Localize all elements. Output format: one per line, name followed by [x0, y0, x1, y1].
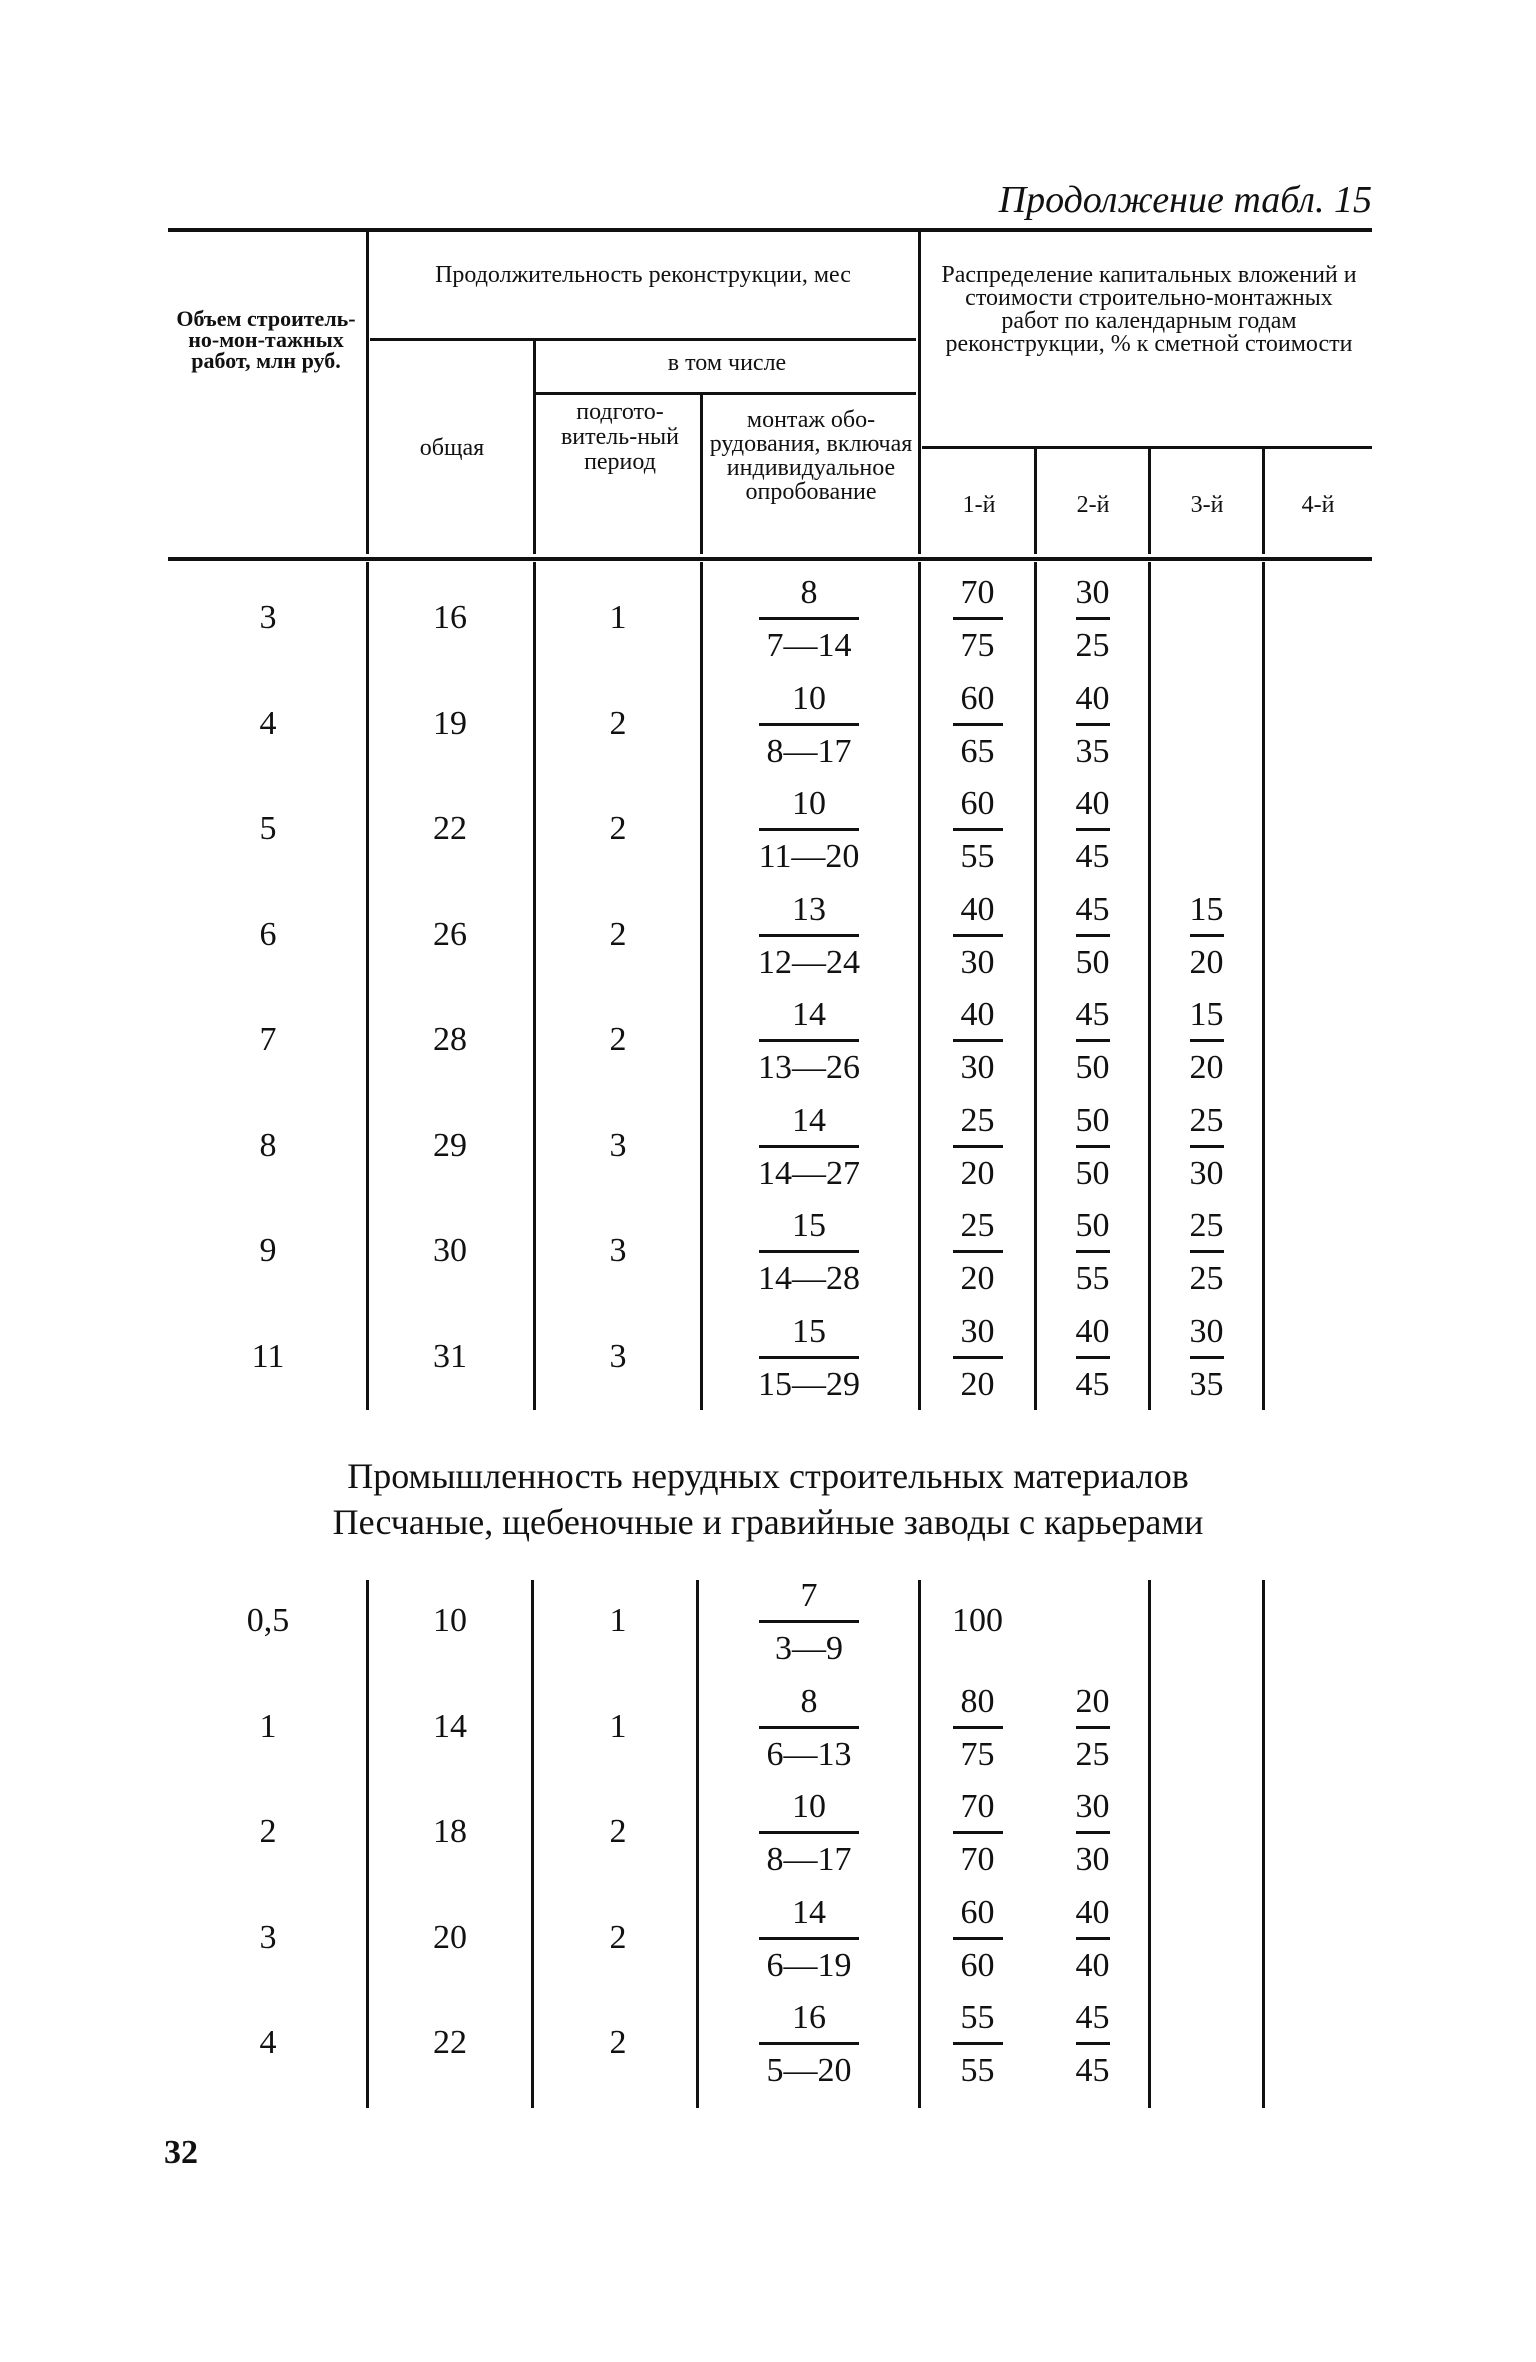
cell-year-1-denominator: 60 — [960, 1946, 995, 1984]
cell-year-1-numerator: 40 — [960, 890, 995, 928]
cell-year-1-numerator: 60 — [960, 1893, 995, 1931]
cell-year-2-bar — [1076, 828, 1110, 831]
cell-year-1-numerator: 40 — [960, 996, 995, 1033]
cell-year-2-numerator: 40 — [1075, 1893, 1110, 1931]
cell-install-numerator: 15 — [792, 1312, 826, 1350]
cell-year-2-bar — [1076, 1039, 1110, 1042]
cell-install-numerator: 13 — [792, 890, 826, 928]
cell-year-1-bar — [953, 2042, 1003, 2045]
cell-year-2-numerator: 50 — [1075, 1101, 1110, 1139]
header-vline — [366, 232, 369, 554]
cell-year-3-denominator: 30 — [1189, 1154, 1224, 1192]
cell-year-3-bar — [1190, 1250, 1224, 1253]
body-vline — [366, 1580, 369, 2108]
cell-year-2 — [1037, 1313, 1148, 1404]
cell-year-1-denominator: 65 — [960, 732, 995, 770]
cell-total: 20 — [433, 1918, 467, 1956]
cell-year-2-numerator: 50 — [1075, 1207, 1110, 1244]
cell-year-1-numerator: 80 — [960, 1682, 995, 1720]
header-year-4: 4-й — [1301, 492, 1335, 518]
cell-year-2-bar — [1076, 723, 1110, 726]
cell-prep: 2 — [609, 2024, 627, 2061]
cell-volume: 3 — [259, 599, 277, 636]
header-prep: подгото-витель-ный период — [560, 399, 680, 475]
cell-year-2-denominator: 45 — [1075, 1365, 1110, 1403]
cell-install — [703, 1894, 915, 1985]
cell-install-numerator: 8 — [800, 574, 818, 611]
cell-install-numerator: 8 — [800, 1682, 818, 1720]
cell-year-3-numerator: 15 — [1189, 996, 1224, 1033]
cell-year-2-numerator: 40 — [1075, 1312, 1110, 1350]
cell-install-bar — [759, 828, 859, 831]
header-vline — [533, 340, 536, 554]
cell-prep: 1 — [609, 1602, 627, 1639]
cell-year-1-numerator: 70 — [960, 574, 995, 611]
cell-year-1-bar — [953, 1039, 1003, 1042]
cell-year-3 — [1151, 1102, 1262, 1193]
cell-volume: 9 — [259, 1232, 277, 1269]
cell-year-3-numerator: 25 — [1189, 1101, 1224, 1139]
cell-year-2 — [1037, 1683, 1148, 1774]
cell-year-1-bar — [953, 1726, 1003, 1729]
cell-year-3-bar — [1190, 1356, 1224, 1359]
cell-year-2-denominator: 50 — [1075, 943, 1110, 981]
cell-install — [703, 1577, 915, 1668]
cell-year-2-bar — [1076, 1145, 1110, 1148]
cell-year-3-bar — [1190, 934, 1224, 937]
cell-year-2-bar — [1076, 934, 1110, 937]
cell-year-3 — [1151, 1313, 1262, 1404]
cell-prep: 3 — [609, 1232, 627, 1269]
cell-install-bar — [759, 1937, 859, 1940]
cell-year-1 — [921, 680, 1034, 771]
cell-year-2-bar — [1076, 1831, 1110, 1834]
cell-year-3-denominator: 20 — [1189, 943, 1224, 981]
section-title-line-1: Промышленность нерудных строительных материалов — [347, 1456, 1189, 1496]
cell-year-3-bar — [1190, 1145, 1224, 1148]
cell-total: 26 — [433, 915, 467, 953]
cell-year-2-denominator: 45 — [1075, 838, 1110, 875]
cell-total: 29 — [433, 1126, 467, 1164]
cell-year-2-bar — [1076, 1356, 1110, 1359]
cell-total: 18 — [433, 1813, 467, 1850]
cell-year-2 — [1037, 1102, 1148, 1193]
header-distribution: Распределение капитальных вложений и стоимости строительно-монтажных работ по календарным годам реконструкции, % к сметной стоимости — [941, 262, 1357, 357]
cell-install-denominator: 14—28 — [758, 1260, 860, 1297]
cell-install — [703, 1788, 915, 1879]
cell-year-1-numerator: 60 — [960, 679, 995, 717]
cell-year-1-bar — [953, 934, 1003, 937]
cell-install-bar — [759, 723, 859, 726]
cell-year-2 — [1037, 1999, 1148, 2090]
header-duration: Продолжительность реконструкции, мес — [435, 262, 851, 288]
cell-year-2 — [1037, 891, 1148, 982]
cell-year-1-numerator: 55 — [960, 1999, 995, 2036]
cell-install — [703, 1207, 915, 1298]
cell-year-1 — [921, 1999, 1034, 2090]
cell-year-2-denominator: 50 — [1075, 1049, 1110, 1086]
cell-install-bar — [759, 1250, 859, 1253]
cell-year-1 — [921, 1894, 1034, 1985]
cell-year-1-numerator: 60 — [960, 785, 995, 822]
page-number: 32 — [164, 2134, 198, 2171]
cell-year-2-bar — [1076, 1250, 1110, 1253]
cell-install — [703, 996, 915, 1087]
cell-year-2 — [1037, 574, 1148, 665]
cell-year-2-denominator: 55 — [1075, 1260, 1110, 1297]
cell-year-2 — [1037, 680, 1148, 771]
header-vline — [700, 392, 703, 554]
header-bottom-rule — [168, 557, 1372, 561]
cell-install-bar — [759, 1145, 859, 1148]
cell-volume: 2 — [259, 1813, 277, 1850]
cell-install — [703, 1683, 915, 1774]
cell-year-1 — [921, 574, 1034, 665]
cell-year-1-denominator: 30 — [960, 1049, 995, 1086]
cell-install — [703, 680, 915, 771]
cell-year-1-denominator: 55 — [960, 838, 995, 875]
cell-year-2-denominator: 25 — [1075, 627, 1110, 664]
body-vline — [1262, 1580, 1265, 2108]
cell-year-2 — [1037, 1894, 1148, 1985]
cell-year-1 — [921, 891, 1034, 982]
cell-year-1-numerator: 30 — [960, 1312, 995, 1350]
cell-year-1-bar — [953, 723, 1003, 726]
cell-year-2-numerator: 45 — [1075, 996, 1110, 1033]
header-total: общая — [419, 435, 485, 461]
cell-total: 30 — [433, 1232, 467, 1269]
cell-total: 22 — [433, 810, 467, 847]
cell-install-denominator: 6—13 — [766, 1735, 852, 1773]
cell-volume: 6 — [259, 915, 277, 953]
header-year-2: 2-й — [1076, 492, 1110, 518]
cell-install — [703, 1999, 915, 2090]
body-vline — [1262, 562, 1265, 1410]
cell-year-1 — [921, 1788, 1034, 1879]
cell-year-2-numerator: 20 — [1075, 1682, 1110, 1720]
cell-prep: 3 — [609, 1337, 627, 1375]
cell-year-3-denominator: 25 — [1189, 1260, 1224, 1297]
cell-year-1-bar — [953, 617, 1003, 620]
cell-year-1-bar — [953, 1356, 1003, 1359]
cell-install — [703, 1313, 915, 1404]
cell-year-3 — [1151, 996, 1262, 1087]
cell-install-numerator: 15 — [792, 1207, 826, 1244]
table-caption: Продолжение табл. 15 — [998, 179, 1372, 221]
cell-prep: 1 — [609, 1707, 627, 1745]
cell-total: 22 — [433, 2024, 467, 2061]
cell-year-2 — [1037, 996, 1148, 1087]
header-vline — [1148, 446, 1151, 554]
cell-year-2-denominator: 35 — [1075, 732, 1110, 770]
cell-install-bar — [759, 1831, 859, 1834]
cell-install-denominator: 8—17 — [766, 732, 852, 770]
cell-volume: 5 — [259, 810, 277, 847]
cell-install-bar — [759, 934, 859, 937]
cell-year-1 — [921, 785, 1034, 876]
cell-install — [703, 785, 915, 876]
cell-year-2-denominator: 25 — [1075, 1735, 1110, 1773]
header-vline — [1262, 446, 1265, 554]
cell-install-numerator: 10 — [792, 1788, 826, 1825]
cell-install-denominator: 7—14 — [766, 627, 852, 664]
cell-prep: 1 — [609, 599, 627, 636]
table-top-rule — [168, 228, 1372, 232]
cell-year-3-numerator: 15 — [1189, 890, 1224, 928]
cell-year-3-denominator: 35 — [1189, 1365, 1224, 1403]
cell-total: 14 — [433, 1707, 467, 1745]
cell-volume: 1 — [259, 1707, 277, 1745]
cell-prep: 2 — [609, 1918, 627, 1956]
cell-install-numerator: 14 — [792, 1101, 826, 1139]
cell-install — [703, 891, 915, 982]
cell-year-1-bar — [953, 1145, 1003, 1148]
cell-year-2 — [1037, 785, 1148, 876]
cell-install-numerator: 14 — [792, 996, 826, 1033]
cell-install-denominator: 8—17 — [766, 1841, 852, 1878]
cell-prep: 2 — [609, 810, 627, 847]
body-vline — [531, 1580, 534, 2108]
cell-install — [703, 1102, 915, 1193]
cell-year-3 — [1151, 1207, 1262, 1298]
header-volume: Объем строитель-но-мон-тажных работ, млн руб. — [176, 306, 356, 373]
cell-year-2-bar — [1076, 2042, 1110, 2045]
header-install: монтаж обо-рудования, включая индивидуальное опробование — [709, 407, 913, 505]
cell-year-2-bar — [1076, 617, 1110, 620]
cell-install-bar — [759, 2042, 859, 2045]
cell-year-2-denominator: 30 — [1075, 1841, 1110, 1878]
cell-install-numerator: 10 — [792, 679, 826, 717]
cell-install-bar — [759, 1356, 859, 1359]
header-year-1: 1-й — [962, 492, 996, 518]
cell-year-2-numerator: 40 — [1075, 679, 1110, 717]
header-year-3: 3-й — [1190, 492, 1224, 518]
cell-year-1-denominator: 55 — [960, 2052, 995, 2089]
cell-volume: 8 — [259, 1126, 277, 1164]
cell-year-1 — [921, 1102, 1034, 1193]
cell-prep: 2 — [609, 1813, 627, 1850]
cell-year-2 — [1037, 1207, 1148, 1298]
cell-year-2-denominator: 45 — [1075, 2052, 1110, 2089]
cell-year-2-numerator: 30 — [1075, 574, 1110, 611]
including-sub-rule — [535, 392, 916, 395]
cell-year-2-denominator: 40 — [1075, 1946, 1110, 1984]
cell-install-denominator: 5—20 — [766, 2052, 852, 2089]
distribution-sub-rule — [922, 446, 1372, 449]
cell-volume: 4 — [259, 704, 277, 742]
body-vline — [533, 562, 536, 1410]
cell-volume: 3 — [259, 1918, 277, 1956]
cell-year-1-bar — [953, 828, 1003, 831]
section-title-line-2: Песчаные, щебеночные и гравийные заводы с карьерами — [332, 1502, 1204, 1542]
header-including: в том числе — [667, 350, 787, 376]
cell-year-1-bar — [953, 1250, 1003, 1253]
body-vline — [366, 562, 369, 1410]
cell-install-denominator: 15—29 — [758, 1365, 860, 1403]
cell-install-numerator: 16 — [792, 1999, 826, 2036]
cell-install-denominator: 12—24 — [758, 943, 860, 981]
cell-install — [703, 574, 915, 665]
cell-year-2-denominator: 50 — [1075, 1154, 1110, 1192]
cell-total: 31 — [433, 1337, 467, 1375]
cell-year-3-bar — [1190, 1039, 1224, 1042]
duration-sub-rule — [370, 338, 916, 341]
cell-year-3-denominator: 20 — [1189, 1049, 1224, 1086]
cell-install-bar — [759, 1726, 859, 1729]
cell-year-2-bar — [1076, 1937, 1110, 1940]
cell-install-denominator: 13—26 — [758, 1049, 860, 1086]
cell-install-bar — [759, 1620, 859, 1623]
cell-install-denominator: 6—19 — [766, 1946, 852, 1984]
cell-year-1-numerator: 25 — [960, 1101, 995, 1139]
cell-year-2-numerator: 40 — [1075, 785, 1110, 822]
cell-year-1-denominator: 75 — [960, 1735, 995, 1773]
cell-year-3-numerator: 25 — [1189, 1207, 1224, 1244]
cell-year-1 — [921, 996, 1034, 1087]
cell-year-1-numerator: 70 — [960, 1788, 995, 1825]
cell-prep: 2 — [609, 704, 627, 742]
cell-install-numerator: 7 — [800, 1577, 818, 1614]
cell-install-bar — [759, 1039, 859, 1042]
cell-install-denominator: 14—27 — [758, 1154, 860, 1192]
cell-install-denominator: 11—20 — [758, 838, 860, 875]
cell-volume: 11 — [251, 1337, 285, 1375]
cell-total: 10 — [433, 1602, 467, 1639]
cell-year-3 — [1151, 891, 1262, 982]
cell-total: 28 — [433, 1021, 467, 1058]
cell-prep: 2 — [609, 915, 627, 953]
cell-install-numerator: 14 — [792, 1893, 826, 1931]
cell-year-1-denominator: 20 — [960, 1154, 995, 1192]
body-vline — [1148, 1580, 1151, 2108]
cell-volume: 4 — [259, 2024, 277, 2061]
cell-year-1-denominator: 70 — [960, 1841, 995, 1878]
cell-year-1 — [921, 1313, 1034, 1404]
cell-install-numerator: 10 — [792, 785, 826, 822]
cell-year-1-denominator: 30 — [960, 943, 995, 981]
header-vline — [918, 232, 921, 554]
cell-year-1 — [921, 1207, 1034, 1298]
cell-year-1-denominator: 75 — [960, 627, 995, 664]
cell-year-1-denominator: 20 — [960, 1365, 995, 1403]
cell-year-2-numerator: 45 — [1075, 1999, 1110, 2036]
cell-volume: 7 — [259, 1021, 277, 1058]
cell-total: 19 — [433, 704, 467, 742]
cell-year-3-numerator: 30 — [1189, 1312, 1224, 1350]
cell-install-bar — [759, 617, 859, 620]
cell-year-1-numerator: 25 — [960, 1207, 995, 1244]
cell-year-2-numerator: 45 — [1075, 890, 1110, 928]
cell-prep: 3 — [609, 1126, 627, 1164]
cell-year-1 — [921, 1683, 1034, 1774]
cell-year-2-numerator: 30 — [1075, 1788, 1110, 1825]
header-vline — [1034, 446, 1037, 554]
cell-year-2 — [1037, 1788, 1148, 1879]
cell-volume: 0,5 — [246, 1602, 290, 1639]
cell-prep: 2 — [609, 1021, 627, 1058]
cell-year-1-bar — [953, 1831, 1003, 1834]
cell-install-denominator: 3—9 — [775, 1630, 843, 1667]
cell-year-1: 100 — [952, 1602, 1003, 1639]
cell-year-1-bar — [953, 1937, 1003, 1940]
cell-year-2-bar — [1076, 1726, 1110, 1729]
cell-total: 16 — [433, 599, 467, 636]
cell-year-1-denominator: 20 — [960, 1260, 995, 1297]
